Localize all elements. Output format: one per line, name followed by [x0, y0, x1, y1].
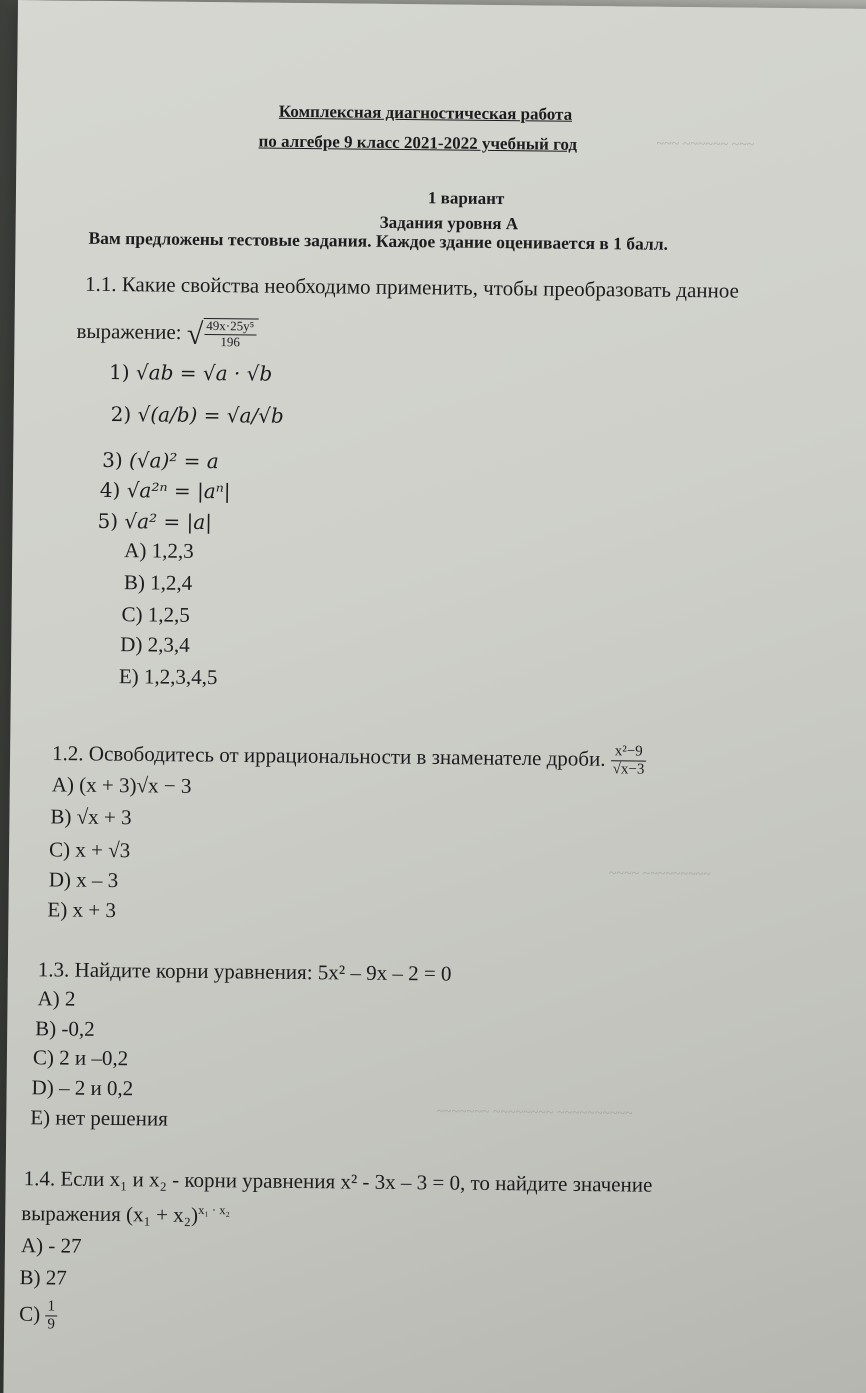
q1-option-c: C) 1,2,5 [121, 602, 190, 627]
instruction: Вам предложены тестовые задания. Каждое здание оценивается в 1 балл. [88, 227, 669, 254]
q2-text-label: 1.2. Освободитесь от иррациональности в знаменателе дроби. [51, 740, 606, 771]
level-label: Задания уровня А [379, 212, 519, 234]
q4-option-c-fraction [45, 1298, 57, 1334]
q1-property-1 [109, 361, 272, 385]
property-formula: √ab = √a · √b [135, 360, 273, 386]
q3-option-c: C) 2 и –0,2 [32, 1045, 129, 1071]
q2-option-b: B) √x + 3 [50, 804, 132, 830]
q1-property-4 [100, 479, 231, 502]
q2-option-e: E) x + 3 [47, 897, 117, 923]
paper-sheet [3, 0, 866, 1393]
q3-option-a: A) 2 [37, 986, 76, 1011]
q1-option-d: D) 2,3,4 [120, 632, 190, 657]
q2-option-d: D) x – 3 [48, 867, 119, 893]
q1-text-line-2 [76, 317, 258, 352]
property-number: 5) [97, 508, 119, 534]
q4-text-line-2 [21, 1202, 230, 1227]
option-c-denominator: 9 [47, 1316, 55, 1333]
q1-property-2 [111, 403, 284, 427]
title-line-1: Комплексная диагностическая работа [278, 101, 573, 124]
q1-text-line-1: 1.1. Какие свойства необходимо применить, чтобы преобразовать данное [84, 271, 740, 303]
q4-option-b: B) 27 [19, 1265, 67, 1290]
property-formula: √a²ⁿ = |aⁿ| [126, 478, 231, 504]
bleed-through: ~~~~ ~~~~~~~~~ [608, 866, 711, 883]
bleed-through: ~~~ ~~~~~~ ~~~ [656, 136, 755, 153]
q3-option-b: B) -0,2 [35, 1016, 95, 1041]
q3-option-d: D) – 2 и 0,2 [31, 1075, 134, 1101]
q3-text: 1.3. Найдите корни уравнения: 5x² – 9x – 2 = 0 [37, 957, 452, 986]
q1-property-3 [102, 449, 219, 472]
q1-option-e: E) 1,2,3,4,5 [118, 664, 218, 690]
q4-exponent: x₁ · x₂ [198, 1202, 231, 1218]
q4-option-c-label: C) [19, 1301, 41, 1326]
q2-option-a: A) (x + 3)√x − 3 [51, 772, 192, 798]
sqrt-icon: √ [186, 317, 204, 351]
variant-label: 1 вариант [427, 188, 505, 209]
property-number: 2) [110, 401, 132, 427]
property-formula: √a² = |a| [124, 509, 213, 535]
option-c-numerator: 1 [45, 1298, 57, 1316]
property-number: 4) [99, 477, 121, 503]
q4-text-label: выражения (x₁ + x₂) [21, 1201, 199, 1227]
q4-option-c [19, 1298, 57, 1334]
q2-frac-numerator: x²−9 [611, 743, 647, 762]
q3-option-e: E) нет решения [30, 1105, 168, 1131]
q4-text-line-1: 1.4. Если x₁ и x₂ - корни уравнения x² - 3x – 3 = 0, то найдите значение [23, 1166, 653, 1197]
q1-option-a: A) 1,2,3 [124, 538, 194, 563]
bleed-through: ~~~~~~~ ~~~~~~~~ ~~~~~~~~~~ [436, 1104, 633, 1122]
q2-option-c: C) x + √3 [48, 837, 131, 863]
property-formula: √(a/b) = √a/√b [137, 402, 284, 428]
q4-option-a: A) - 27 [20, 1233, 82, 1258]
q1-expr-numerator: 49x·25y⁵ [204, 319, 256, 335]
q2-frac-denominator: √x−3 [612, 761, 645, 778]
document-page [3, 0, 866, 1393]
q1-expression [203, 318, 258, 350]
q1-property-5 [97, 510, 212, 533]
property-number: 1) [108, 359, 130, 385]
property-formula: (√a)² = a [128, 448, 219, 474]
title-line-2: по алгебре 9 класс 2021-2022 учебный год [258, 131, 578, 154]
q1-expr-denominator: 196 [220, 334, 240, 350]
property-number: 3) [102, 447, 123, 473]
q1-text-label: выражение: [76, 318, 182, 345]
q1-option-b: B) 1,2,4 [123, 570, 193, 595]
q2-fraction [611, 743, 647, 779]
